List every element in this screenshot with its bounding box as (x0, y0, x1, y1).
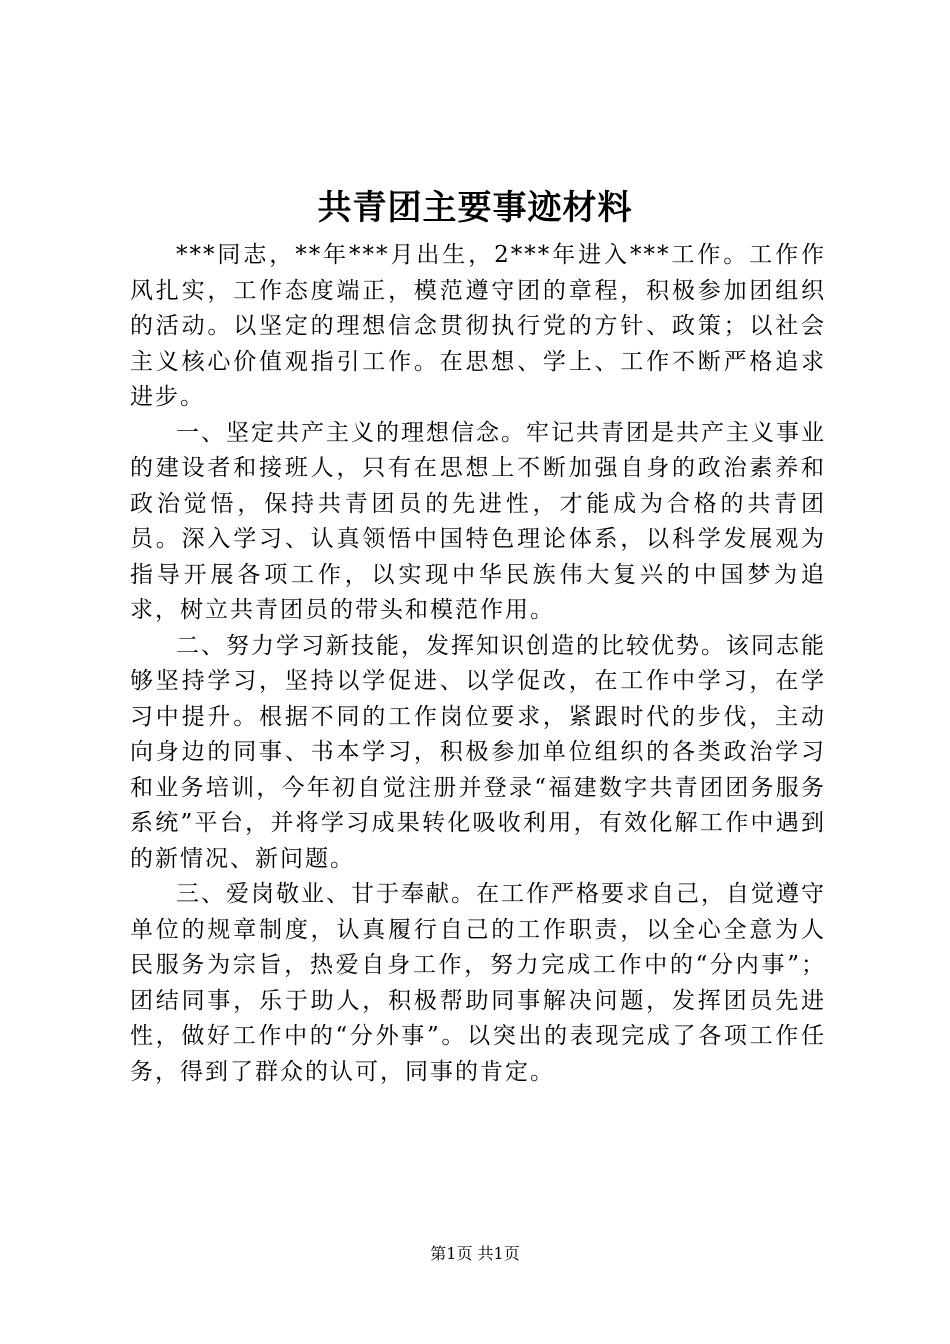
paragraph-section-1: 一、坚定共产主义的理想信念。牢记共青团是共产主义事业的建设者和接班人，只有在思想上不断加强自身的政治素养和政治觉悟，保持共青团员的先进性，才能成为合格的共青团员。深入学习、认真领悟中国特色理论体系，以科学发展观为指导开展各项工作，以实现中华民族伟大复兴的中国梦为追求，树立共青团员的带头和模范作用。 (130, 419, 826, 623)
document-title: 共青团主要事迹材料 (317, 188, 633, 228)
page-number-footer: 第1页 共1页 (430, 1244, 520, 1263)
paragraph-intro: ***同志，**年***月出生，2***年进入***工作。工作作风扎实，工作态度端正，模范遵守团的章程，积极参加团组织的活动。以坚定的理想信念贯彻执行党的方针、政策；以社会主义核心价值观指引工作。在思想、学上、工作不断严格追求进步。 (130, 242, 826, 410)
paragraph-section-2: 二、努力学习新技能，发挥知识创造的比较优势。该同志能够坚持学习，坚持以学促进、以学促改，在工作中学习，在学习中提升。根据不同的工作岗位要求，紧跟时代的步伐，主动向身边的同事、书本学习，积极参加单位组织的各类政治学习和业务培训，今年初自觉注册并登录“福建数字共青团团务服务系统”平台，并将学习成果转化吸收利用，有效化解工作中遇到的新情况、新问题。 (130, 632, 826, 872)
document-body (130, 238, 826, 1090)
paragraph-section-3: 三、爱岗敬业、甘于奉献。在工作严格要求自己，自觉遵守单位的规章制度，认真履行自己的工作职责，以全心全意为人民服务为宗旨，热爱自身工作，努力完成工作中的“分内事”；团结同事，乐于助人，积极帮助同事解决问题，发挥团员先进性，做好工作中的“分外事”。以突出的表现完成了各项工作任务，得到了群众的认可，同事的肯定。 (130, 881, 826, 1085)
